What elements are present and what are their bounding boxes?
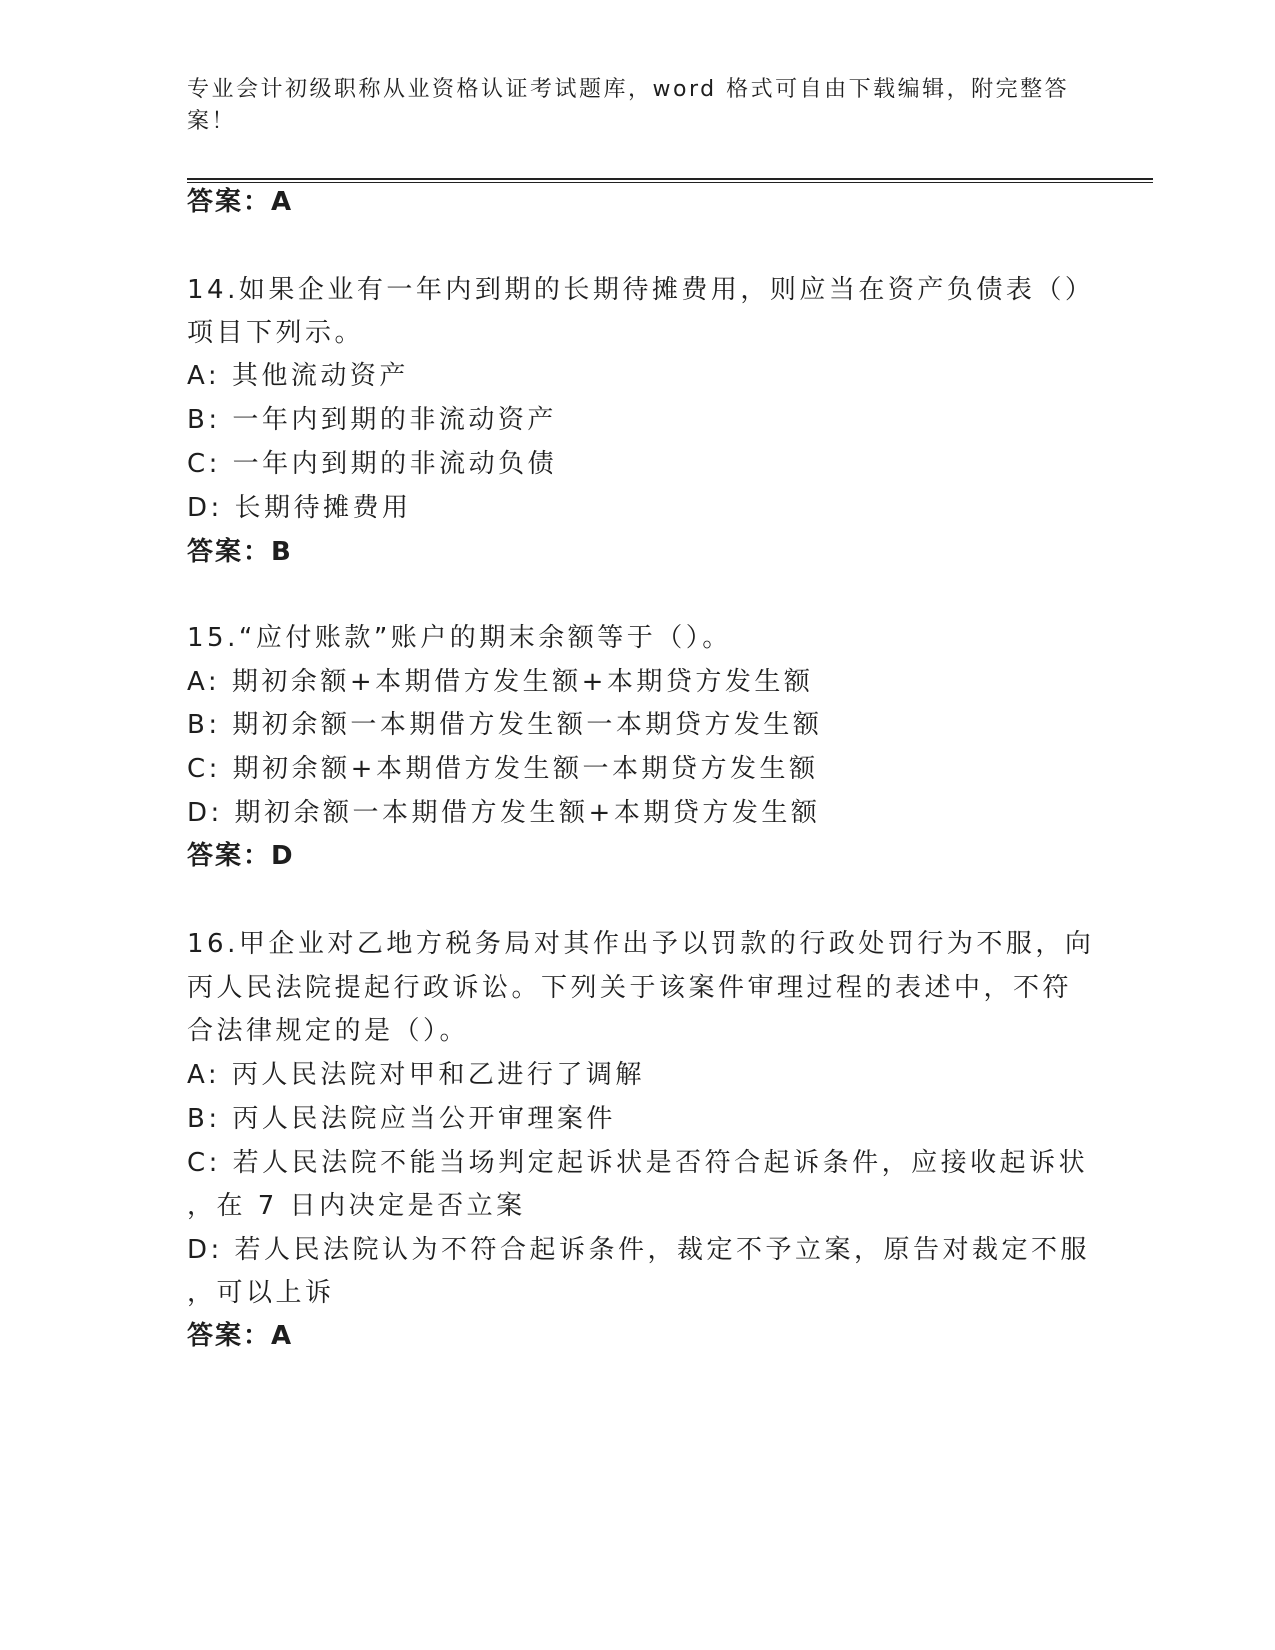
question-stem: 15.“应付账款”账户的期末余额等于（）。 xyxy=(187,623,732,653)
option-a: A: 期初余额+本期借方发生额+本期贷方发生额 xyxy=(187,667,814,697)
option-b: B: 丙人民法院应当公开审理案件 xyxy=(187,1104,616,1134)
option-d: D: 若人民法院认为不符合起诉条件，裁定不予立案，原告对裁定不服 xyxy=(187,1235,1091,1265)
question-stem: 16.甲企业对乙地方税务局对其作出予以罚款的行政处罚行为不服，向 xyxy=(187,929,1095,959)
option-a: A: 丙人民法院对甲和乙进行了调解 xyxy=(187,1060,645,1090)
answer-line: 答案：A xyxy=(187,187,294,217)
option-c: C: 期初余额+本期借方发生额一本期贷方发生额 xyxy=(187,754,819,784)
option-d-continued: ，可以上诉 xyxy=(187,1278,335,1308)
option-a: A: 其他流动资产 xyxy=(187,361,409,391)
page-header xyxy=(187,74,1077,138)
answer-line: 答案：D xyxy=(187,841,295,871)
option-b: B: 一年内到期的非流动资产 xyxy=(187,405,557,435)
question-stem: 项目下列示。 xyxy=(187,318,365,348)
option-c: C: 若人民法院不能当场判定起诉状是否符合起诉条件，应接收起诉状 xyxy=(187,1148,1089,1178)
question-stem: 14.如果企业有一年内到期的长期待摊费用，则应当在资产负债表（） xyxy=(187,275,1095,305)
answer-line: 答案：A xyxy=(187,1321,294,1351)
option-b: B: 期初余额一本期借方发生额一本期贷方发生额 xyxy=(187,710,823,740)
option-c: C: 一年内到期的非流动负债 xyxy=(187,449,558,479)
option-c-continued: ，在 7 日内决定是否立案 xyxy=(187,1191,526,1221)
option-d: D: 长期待摊费用 xyxy=(187,493,412,523)
question-stem: 合法律规定的是（）。 xyxy=(187,1016,470,1046)
question-stem: 丙人民法院提起行政诉讼。下列关于该案件审理过程的表述中，不符 xyxy=(187,973,1073,1003)
header-line: 案！ xyxy=(187,109,237,134)
option-d: D: 期初余额一本期借方发生额+本期贷方发生额 xyxy=(187,798,821,828)
header-divider xyxy=(187,178,1153,183)
header-line: 专业会计初级职称从业资格认证考试题库，word 格式可自由下载编辑，附完整答 xyxy=(187,77,1070,102)
answer-line: 答案：B xyxy=(187,537,293,567)
